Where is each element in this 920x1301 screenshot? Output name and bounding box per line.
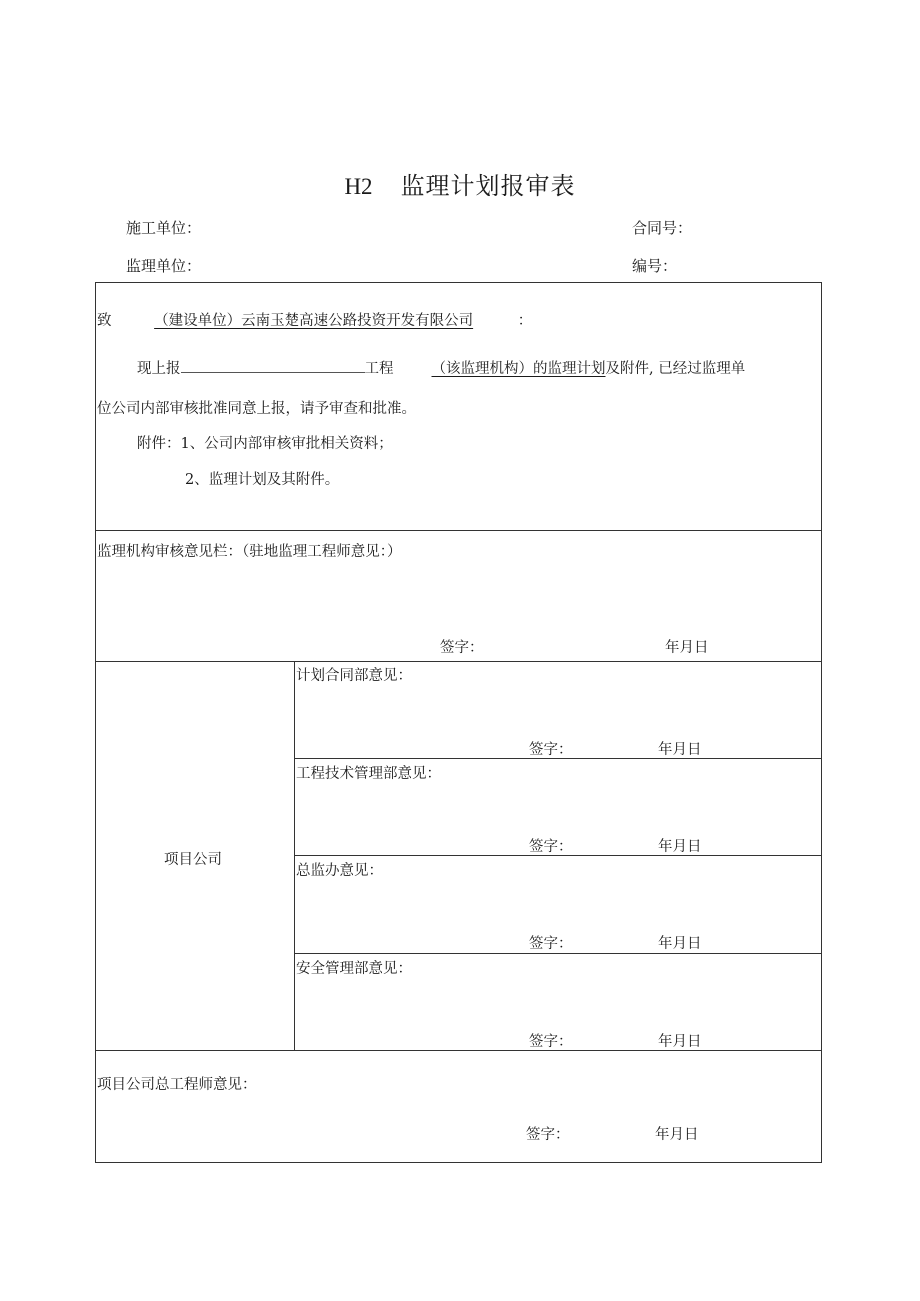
project-company-label: 项目公司	[164, 852, 222, 868]
report-line	[137, 357, 745, 378]
form-code: H2	[344, 174, 373, 199]
date-label: 年月日	[658, 742, 702, 758]
sign-label: 签字：	[529, 936, 573, 952]
engineering-tech-dept-label: 工程技术管理部意见：	[296, 766, 441, 782]
planning-contract-dept-label: 计划合同部意见：	[296, 668, 412, 684]
project-name-blank[interactable]	[181, 372, 365, 373]
form-title	[0, 166, 920, 201]
construction-unit-label: 施工单位：	[126, 219, 202, 237]
divider	[95, 661, 822, 662]
divider	[95, 1050, 822, 1051]
date-label: 年月日	[658, 839, 702, 855]
sign-label: 签字：	[526, 1127, 570, 1143]
date-label: 年月日	[658, 936, 702, 952]
report-suffix: 及附件, 已经过监理单	[605, 361, 746, 377]
supervision-review-label: 监理机构审核意见栏：（驻地监理工程师意见：）	[97, 544, 402, 560]
sign-label: 签字：	[529, 839, 573, 855]
safety-management-dept-label: 安全管理部意见：	[296, 961, 412, 977]
supervision-unit-label: 监理单位：	[126, 257, 202, 275]
sign-label: 签字：	[440, 640, 484, 656]
form-name: 监理计划报审表	[400, 172, 576, 200]
attachment-2: 2、监理计划及其附件。	[185, 472, 340, 488]
recipient-colon: ：	[517, 313, 533, 329]
divider	[294, 953, 822, 954]
plan-name: （该监理机构）的监理计划	[431, 361, 606, 377]
sign-label: 签字：	[529, 742, 573, 758]
divider	[95, 530, 822, 531]
contract-no-label: 合同号：	[632, 219, 693, 237]
date-label: 年月日	[658, 1034, 702, 1050]
sign-label: 签字：	[529, 1034, 573, 1050]
attachment-1: 附件：1、公司内部审核审批相关资料；	[137, 436, 393, 452]
number-label: 编号：	[632, 257, 678, 275]
to-line	[97, 309, 532, 330]
divider	[294, 661, 295, 1050]
recipient: （建设单位）云南玉楚高速公路投资开发有限公司	[154, 313, 474, 329]
date-label: 年月日	[665, 640, 709, 656]
chief-supervisor-office-label: 总监办意见：	[296, 863, 383, 879]
report-prefix: 现上报	[137, 361, 181, 377]
project-word: 工程	[364, 361, 394, 377]
date-label: 年月日	[655, 1127, 699, 1143]
to-label: 致	[97, 313, 112, 329]
report-line-2: 位公司内部审核批准同意上报，请予审查和批准。	[97, 401, 416, 417]
chief-engineer-opinion-label: 项目公司总工程师意见：	[97, 1077, 257, 1093]
